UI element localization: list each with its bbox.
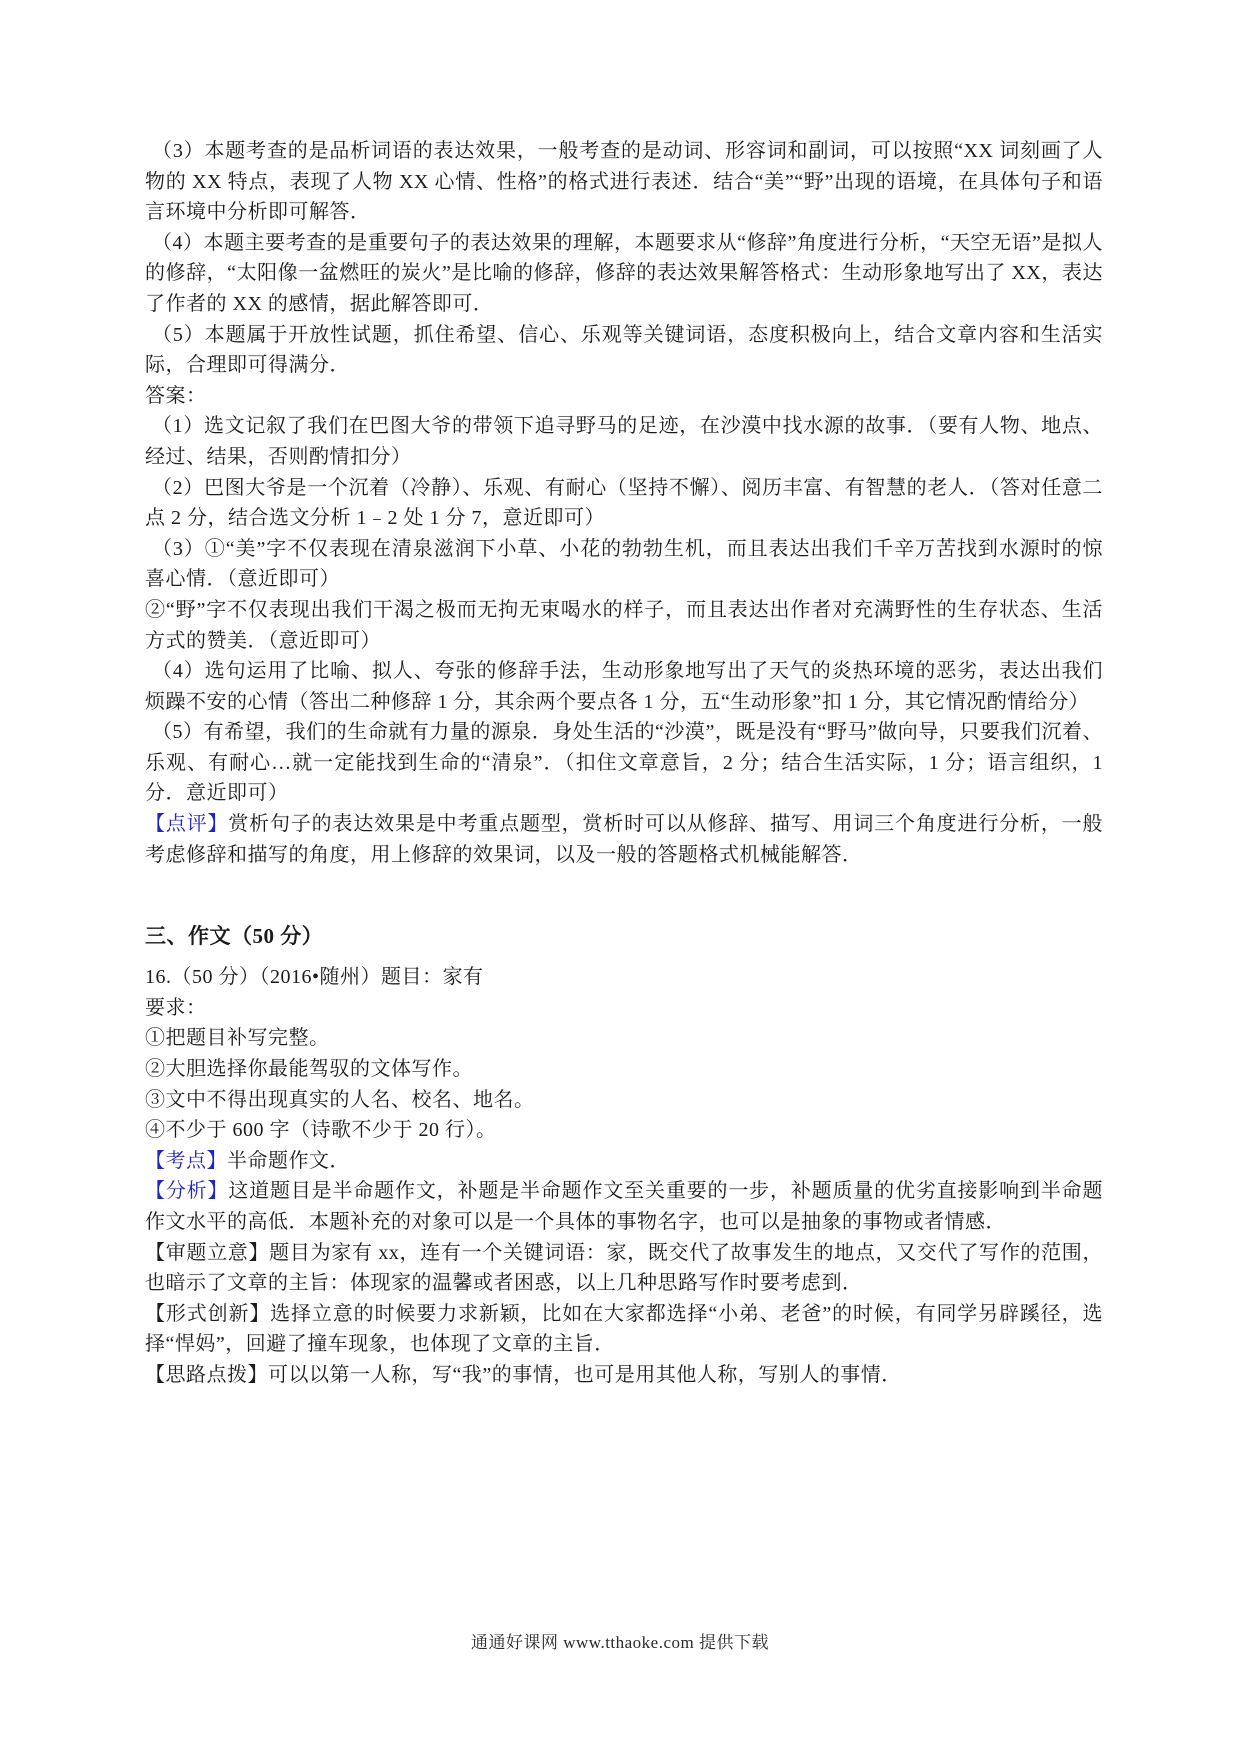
answers-label: 答案： <box>145 384 207 407</box>
kaodian-text: 半命题作文． <box>227 1149 350 1172</box>
fenxi-paragraph <box>145 1176 1103 1237</box>
xingshichuangxin-paragraph: 【形式创新】选择立意的时候要力求新颖，比如在大家都选择“小弟、老爸”的时候，有同学另辟蹊径，选择“悍妈”，回避了撞车现象，也体现了文章的主旨． <box>145 1302 1103 1356</box>
requirement-item: ④不少于 600 字（诗歌不少于 20 行）。 <box>145 1119 497 1142</box>
requirement-item: ③文中不得出现真实的人名、校名、地名。 <box>145 1088 535 1111</box>
comment-paragraph <box>145 809 1103 870</box>
kaodian-tag: 【考点】 <box>145 1149 227 1172</box>
requirement-item: ②大胆选择你最能驾驭的文体写作。 <box>145 1058 473 1081</box>
answer-item: （5）有希望，我们的生命就有力量的源泉．身处生活的“沙漠”，既是没有“野马”做向导，只要我们沉着、乐观、有耐心…就一定能找到生命的“清泉”．（扣住文章意旨，2 分；结合生活实际，1 分；语言组织，1 分．意近即可） <box>145 721 1103 805</box>
siludianbo-paragraph: 【思路点拨】可以以第一人称，写“我”的事情，也可是用其他人称，写别人的事情． <box>145 1363 902 1386</box>
answer-item: （1）选文记叙了我们在巴图大爷的带领下追寻野马的足迹，在沙漠中找水源的故事．（要有人物、地点、经过、结果，否则酌情扣分） <box>145 415 1103 468</box>
comment-text: 赏析句子的表达效果是中考重点题型，赏析时可以从修辞、描写、用词三个角度进行分析，一般考虑修辞和描写的角度，用上修辞的效果词，以及一般的答题格式机械能解答． <box>145 813 1104 866</box>
composition-section-heading: 三、作文（50 分） <box>145 924 324 949</box>
fenxi-text: 这道题目是半命题作文，补题是半命题作文至关重要的一步，补题质量的优劣直接影响到半命题作文水平的高低．本题补充的对象可以是一个具体的事物名字，也可以是抽象的事物或者情感． <box>145 1180 1104 1233</box>
answer-item: （2）巴图大爷是一个沉着（冷静）、乐观、有耐心（坚持不懈）、阅历丰富、有智慧的老人．（答对任意二点 2 分，结合选文分析 1﹣2 处 1 分 7，意近即可） <box>145 476 1103 530</box>
comment-tag: 【点评】 <box>145 813 229 836</box>
composition-question: 16.（50 分）（2016•随州）题目：家有 <box>145 966 484 989</box>
requirements-label: 要求： <box>145 996 207 1019</box>
analysis-paragraph: （3）本题考查的是品析词语的表达效果，一般考查的是动词、形容词和副词，可以按照“XX 词刻画了人物的 XX 特点，表现了人物 XX 心情、性格”的格式进行表述．结合“美”“野”出现的语境，在具体句子和语言环境中分析即可解答． <box>145 140 1103 224</box>
fenxi-tag: 【分析】 <box>145 1180 229 1203</box>
document-content <box>145 136 1103 1391</box>
answer-item: ②“野”字不仅表现出我们干渴之极而无拘无束喝水的样子，而且表达出作者对充满野性的生存状态、生活方式的赞美．（意近即可） <box>145 598 1103 652</box>
kaodian-paragraph <box>145 1146 1103 1177</box>
answer-item: （3）①“美”字不仅表现在清泉滋润下小草、小花的勃勃生机，而且表达出我们千辛万苦找到水源时的惊喜心情．（意近即可） <box>145 537 1103 591</box>
footer-text: 通通好课网 www.tthaoke.com 提供下载 <box>470 1633 770 1652</box>
answer-item: （4）选句运用了比喻、拟人、夸张的修辞手法，生动形象地写出了天气的炎热环境的恶劣，表达出我们烦躁不安的心情（答出二种修辞 1 分，其余两个要点各 1 分，五“生动形象”扣 1 分，其它情况酌情给分） <box>145 660 1103 713</box>
shentiliyi-paragraph: 【审题立意】题目为家有 xx，连有一个关键词语：家，既交代了故事发生的地点，又交代了写作的范围，也暗示了文章的主旨：体现家的温馨或者困惑，以上几种思路写作时要考虑到． <box>145 1241 1103 1295</box>
analysis-paragraph: （5）本题属于开放性试题，抓住希望、信心、乐观等关键词语，态度积极向上，结合文章内容和生活实际，合理即可得满分． <box>145 323 1103 377</box>
analysis-paragraph: （4）本题主要考查的是重要句子的表达效果的理解，本题要求从“修辞”角度进行分析，“天空无语”是拟人的修辞，“太阳像一盆燃旺的炭火”是比喻的修辞，修辞的表达效果解答格式：生动形象地写出了 XX，表达了作者的 XX 的感情，据此解答即可． <box>145 231 1103 315</box>
requirement-item: ①把题目补写完整。 <box>145 1027 330 1050</box>
